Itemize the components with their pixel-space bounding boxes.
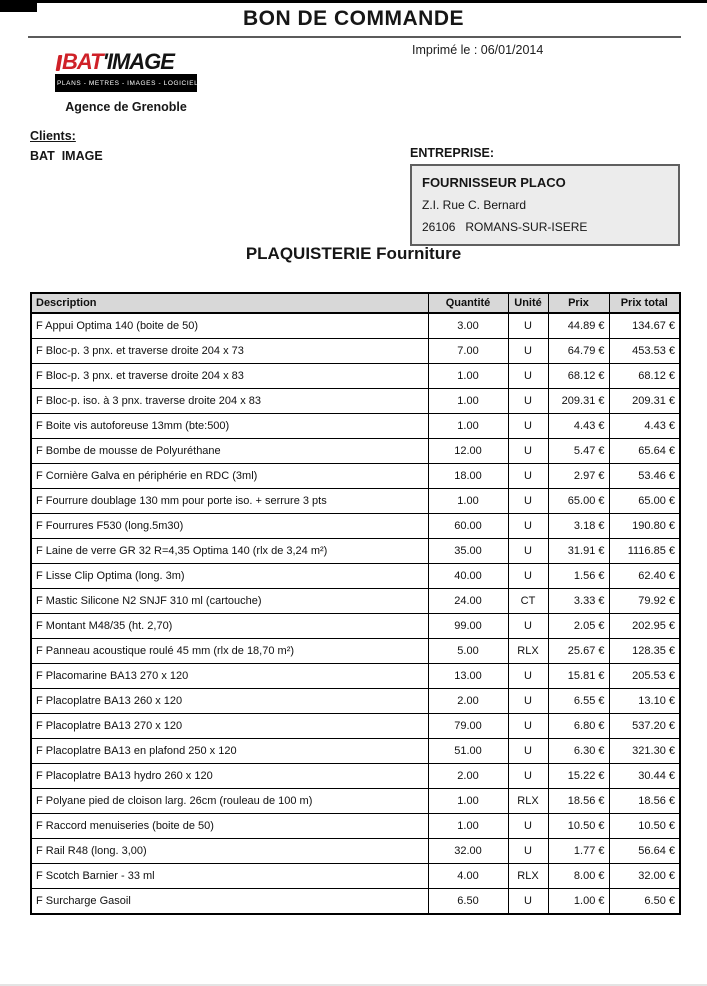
- cell-unit: U: [508, 313, 548, 339]
- cell-price: 4.43 €: [548, 414, 609, 439]
- printed-date: Imprimé le : 06/01/2014: [412, 43, 544, 57]
- table-row: [31, 489, 680, 514]
- cell-quantity: 32.00: [428, 839, 508, 864]
- cell-description: F Polyane pied de cloison larg. 26cm (rouleau de 100 m): [31, 789, 428, 814]
- cell-description: F Raccord menuiseries (boite de 50): [31, 814, 428, 839]
- cell-price: 15.81 €: [548, 664, 609, 689]
- cell-total: 79.92 €: [609, 589, 680, 614]
- cell-quantity: 1.00: [428, 364, 508, 389]
- table-row: [31, 764, 680, 789]
- cell-total: 128.35 €: [609, 639, 680, 664]
- cell-price: 31.91 €: [548, 539, 609, 564]
- cell-unit: U: [508, 439, 548, 464]
- table-row: [31, 464, 680, 489]
- cell-unit: U: [508, 489, 548, 514]
- enterprise-box: [410, 164, 680, 246]
- cell-price: 8.00 €: [548, 864, 609, 889]
- table-row: [31, 789, 680, 814]
- enterprise-label: ENTREPRISE:: [410, 146, 495, 160]
- table-row: [31, 614, 680, 639]
- cell-price: 6.30 €: [548, 739, 609, 764]
- cell-total: 32.00 €: [609, 864, 680, 889]
- enterprise-address-1: Z.I. Rue C. Bernard: [422, 198, 527, 212]
- table-row: [31, 389, 680, 414]
- logo-agency: Agence de Grenoble: [65, 100, 187, 114]
- cell-price: 6.55 €: [548, 689, 609, 714]
- cell-unit: U: [508, 739, 548, 764]
- cell-price: 64.79 €: [548, 339, 609, 364]
- table-row: [31, 339, 680, 364]
- cell-total: 453.53 €: [609, 339, 680, 364]
- col-header-unit: Unité: [508, 293, 548, 313]
- clients-label: Clients:: [30, 129, 76, 143]
- cell-price: 3.18 €: [548, 514, 609, 539]
- cell-total: 10.50 €: [609, 814, 680, 839]
- table-row: [31, 814, 680, 839]
- table-header-row: [31, 293, 680, 313]
- cell-description: F Fourrure doublage 130 mm pour porte iso. + serrure 3 pts: [31, 489, 428, 514]
- cell-total: 18.56 €: [609, 789, 680, 814]
- cell-unit: U: [508, 889, 548, 915]
- cell-total: 321.30 €: [609, 739, 680, 764]
- cell-description: F Fourrures F530 (long.5m30): [31, 514, 428, 539]
- cell-total: 68.12 €: [609, 364, 680, 389]
- cell-quantity: 4.00: [428, 864, 508, 889]
- cell-quantity: 5.00: [428, 639, 508, 664]
- title-divider: [28, 36, 681, 38]
- cell-price: 2.97 €: [548, 464, 609, 489]
- client-name: BAT IMAGE: [30, 149, 103, 163]
- cell-quantity: 2.00: [428, 764, 508, 789]
- cell-unit: CT: [508, 589, 548, 614]
- client-block: [30, 129, 103, 163]
- cell-quantity: 51.00: [428, 739, 508, 764]
- table-row: [31, 689, 680, 714]
- cell-unit: RLX: [508, 639, 548, 664]
- section-title: PLAQUISTERIE Fourniture: [245, 244, 462, 263]
- col-header-quantity: Quantité: [428, 293, 508, 313]
- cell-total: 53.46 €: [609, 464, 680, 489]
- cell-total: 56.64 €: [609, 839, 680, 864]
- cell-price: 10.50 €: [548, 814, 609, 839]
- cell-description: F Bloc-p. iso. à 3 pnx. traverse droite 204 x 83: [31, 389, 428, 414]
- cell-unit: U: [508, 814, 548, 839]
- table-row: [31, 564, 680, 589]
- table-row: [31, 313, 680, 339]
- document-title: BON DE COMMANDE: [243, 7, 464, 30]
- cell-total: 62.40 €: [609, 564, 680, 589]
- cell-unit: RLX: [508, 864, 548, 889]
- table-row: [31, 514, 680, 539]
- cell-unit: U: [508, 464, 548, 489]
- cell-description: F Laine de verre GR 32 R=4,35 Optima 140 (rlx de 3,24 m²): [31, 539, 428, 564]
- enterprise-block: [410, 146, 680, 246]
- cell-quantity: 13.00: [428, 664, 508, 689]
- cell-unit: U: [508, 539, 548, 564]
- col-header-price: Prix: [548, 293, 609, 313]
- cell-description: F Bloc-p. 3 pnx. et traverse droite 204 x 73: [31, 339, 428, 364]
- cell-price: 6.80 €: [548, 714, 609, 739]
- cell-quantity: 79.00: [428, 714, 508, 739]
- cell-unit: U: [508, 339, 548, 364]
- cell-description: F Montant M48/35 (ht. 2,70): [31, 614, 428, 639]
- cell-unit: U: [508, 764, 548, 789]
- cell-total: 13.10 €: [609, 689, 680, 714]
- cell-total: 190.80 €: [609, 514, 680, 539]
- cell-price: 15.22 €: [548, 764, 609, 789]
- cell-description: F Panneau acoustique roulé 45 mm (rlx de 18,70 m²): [31, 639, 428, 664]
- cell-description: F Surcharge Gasoil: [31, 889, 428, 915]
- cell-quantity: 24.00: [428, 589, 508, 614]
- cell-price: 1.77 €: [548, 839, 609, 864]
- cell-total: 134.67 €: [609, 313, 680, 339]
- logo-brand: [55, 50, 197, 74]
- table-row: [31, 439, 680, 464]
- cell-total: 1116.85 €: [609, 539, 680, 564]
- cell-quantity: 40.00: [428, 564, 508, 589]
- cell-description: F Bombe de mousse de Polyuréthane: [31, 439, 428, 464]
- cell-quantity: 1.00: [428, 789, 508, 814]
- cell-unit: U: [508, 714, 548, 739]
- cell-description: F Lisse Clip Optima (long. 3m): [31, 564, 428, 589]
- cell-quantity: 1.00: [428, 489, 508, 514]
- col-header-description: Description: [31, 293, 428, 313]
- cell-quantity: 1.00: [428, 389, 508, 414]
- cell-description: F Mastic Silicone N2 SNJF 310 ml (cartouche): [31, 589, 428, 614]
- cell-description: F Bloc-p. 3 pnx. et traverse droite 204 x 83: [31, 364, 428, 389]
- cell-unit: U: [508, 389, 548, 414]
- cell-total: 202.95 €: [609, 614, 680, 639]
- cell-total: 537.20 €: [609, 714, 680, 739]
- cell-unit: U: [508, 664, 548, 689]
- cell-price: 65.00 €: [548, 489, 609, 514]
- cell-quantity: 18.00: [428, 464, 508, 489]
- table-row: [31, 664, 680, 689]
- logo-brand-red: BAT: [62, 49, 103, 74]
- table-row: [31, 839, 680, 864]
- cell-description: F Scotch Barnier - 33 ml: [31, 864, 428, 889]
- cell-quantity: 3.00: [428, 313, 508, 339]
- cell-quantity: 60.00: [428, 514, 508, 539]
- table-body: [31, 313, 680, 914]
- cell-price: 68.12 €: [548, 364, 609, 389]
- cell-quantity: 6.50: [428, 889, 508, 915]
- table-row: [31, 589, 680, 614]
- cell-price: 1.56 €: [548, 564, 609, 589]
- enterprise-name: FOURNISSEUR PLACO: [422, 175, 566, 190]
- cell-quantity: 35.00: [428, 539, 508, 564]
- cell-price: 1.00 €: [548, 889, 609, 915]
- col-header-total: Prix total: [609, 293, 680, 313]
- cell-unit: U: [508, 689, 548, 714]
- cell-unit: U: [508, 414, 548, 439]
- cell-description: F Appui Optima 140 (boite de 50): [31, 313, 428, 339]
- cell-description: F Placoplatre BA13 260 x 120: [31, 689, 428, 714]
- cell-total: 6.50 €: [609, 889, 680, 915]
- cell-price: 25.67 €: [548, 639, 609, 664]
- cell-price: 2.05 €: [548, 614, 609, 639]
- cell-description: F Cornière Galva en périphérie en RDC (3ml): [31, 464, 428, 489]
- table-row: [31, 639, 680, 664]
- cell-price: 5.47 €: [548, 439, 609, 464]
- logo-tagline: PLANS - METRES - IMAGES - LOGICIELS: [55, 74, 197, 92]
- table-row: [31, 739, 680, 764]
- cell-total: 30.44 €: [609, 764, 680, 789]
- company-logo: [55, 49, 204, 114]
- cell-total: 4.43 €: [609, 414, 680, 439]
- cell-total: 65.64 €: [609, 439, 680, 464]
- cell-description: F Placoplatre BA13 270 x 120: [31, 714, 428, 739]
- cell-quantity: 12.00: [428, 439, 508, 464]
- cell-price: 18.56 €: [548, 789, 609, 814]
- cell-quantity: 99.00: [428, 614, 508, 639]
- cell-price: 3.33 €: [548, 589, 609, 614]
- table-row: [31, 714, 680, 739]
- cell-description: F Boite vis autoforeuse 13mm (bte:500): [31, 414, 428, 439]
- logo-brand-black: 'IMAGE: [102, 49, 174, 74]
- cell-description: F Rail R48 (long. 3,00): [31, 839, 428, 864]
- page-top-edge: [0, 0, 707, 3]
- cell-total: 205.53 €: [609, 664, 680, 689]
- cell-unit: RLX: [508, 789, 548, 814]
- cell-total: 209.31 €: [609, 389, 680, 414]
- cell-quantity: 2.00: [428, 689, 508, 714]
- cell-total: 65.00 €: [609, 489, 680, 514]
- cell-price: 209.31 €: [548, 389, 609, 414]
- cell-unit: U: [508, 614, 548, 639]
- cell-quantity: 7.00: [428, 339, 508, 364]
- cell-price: 44.89 €: [548, 313, 609, 339]
- cell-description: F Placoplatre BA13 hydro 260 x 120: [31, 764, 428, 789]
- cell-unit: U: [508, 564, 548, 589]
- order-table: [30, 292, 681, 915]
- cell-description: F Placoplatre BA13 en plafond 250 x 120: [31, 739, 428, 764]
- cell-description: F Placomarine BA13 270 x 120: [31, 664, 428, 689]
- enterprise-address-2: 26106 ROMANS-SUR-ISERE: [422, 220, 588, 234]
- cell-unit: U: [508, 514, 548, 539]
- table-row: [31, 539, 680, 564]
- cell-quantity: 1.00: [428, 814, 508, 839]
- table-row: [31, 414, 680, 439]
- cell-quantity: 1.00: [428, 414, 508, 439]
- cell-unit: U: [508, 839, 548, 864]
- cell-unit: U: [508, 364, 548, 389]
- table-row: [31, 364, 680, 389]
- table-row: [31, 889, 680, 915]
- table-row: [31, 864, 680, 889]
